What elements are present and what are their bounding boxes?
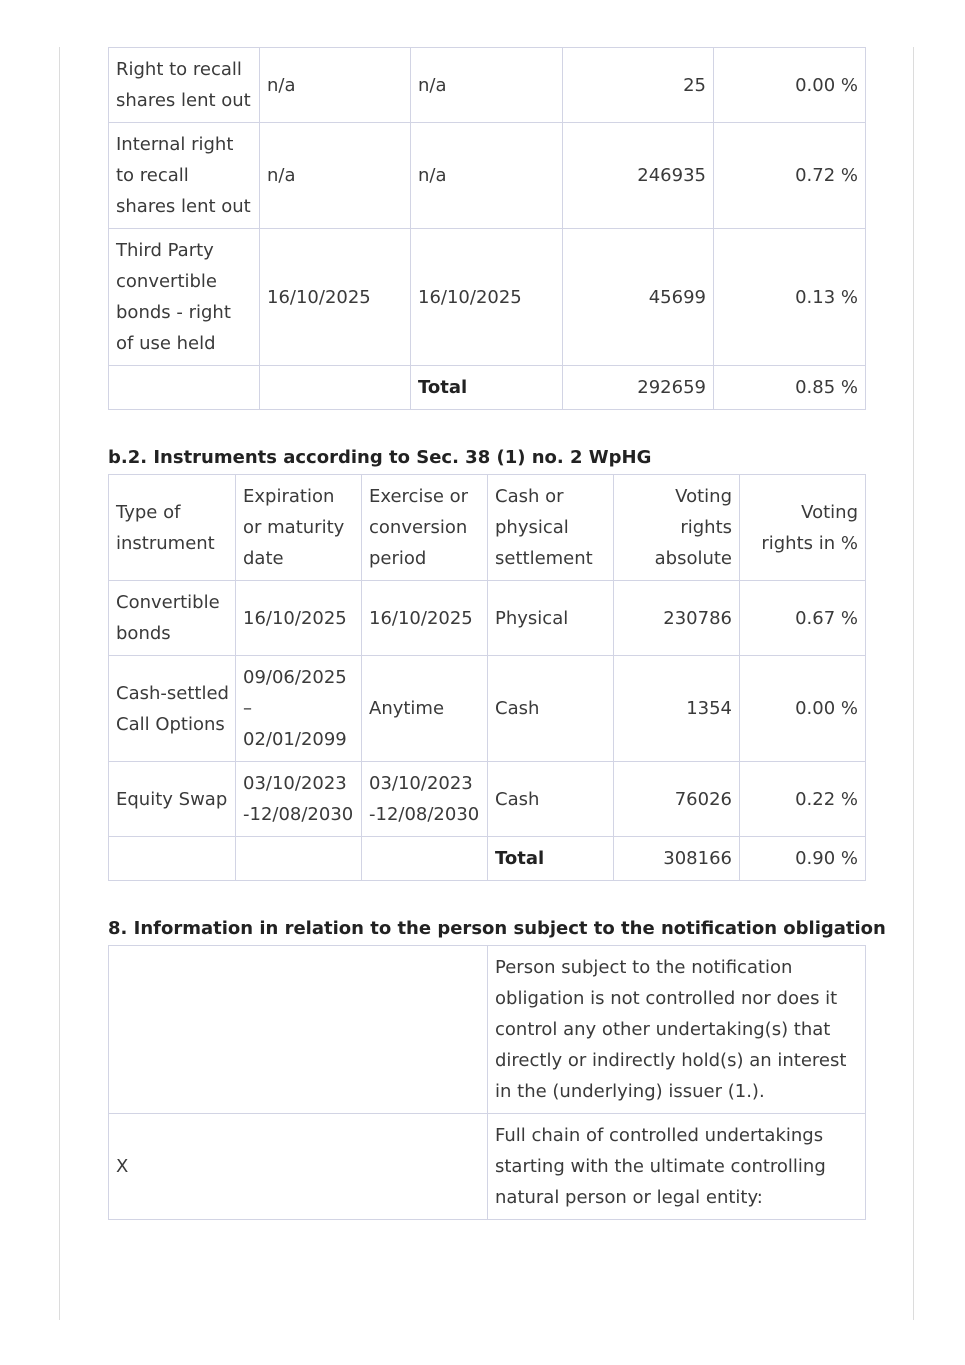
option-text: Full chain of controlled undertakings starting with the ultimate controlling natural person or legal entity: — [488, 1114, 866, 1220]
table-row — [109, 123, 866, 229]
table-row — [109, 581, 866, 656]
section-8-heading: 8. Information in relation to the person subject to the notification obligation — [108, 918, 886, 939]
header-row — [109, 475, 866, 581]
section-b2-heading: b.2. Instruments according to Sec. 38 (1) no. 2 WpHG — [108, 447, 652, 468]
total-percent: 0.90 % — [740, 837, 866, 881]
voting-rights-percent: 0.00 % — [740, 656, 866, 762]
instrument-type: Internal right to recall shares lent out — [109, 123, 260, 229]
selection-mark — [109, 946, 488, 1114]
instrument-type: Right to recall shares lent out — [109, 48, 260, 123]
exercise-period: n/a — [411, 48, 563, 123]
instrument-type: Third Party convertible bonds - right of use held — [109, 229, 260, 366]
empty-cell — [362, 837, 488, 881]
empty-cell — [109, 837, 236, 881]
total-row — [109, 837, 866, 881]
header-settlement: Cash or physical settlement — [488, 475, 614, 581]
header-absolute: Voting rights absolute — [614, 475, 740, 581]
instrument-type: Cash-settled Call Options — [109, 656, 236, 762]
voting-rights-percent: 0.72 % — [714, 123, 866, 229]
table-row — [109, 946, 866, 1114]
expiration-date: 03/10/2023 -12/08/2030 — [236, 762, 362, 837]
voting-rights-percent: 0.67 % — [740, 581, 866, 656]
total-absolute: 292659 — [563, 366, 714, 410]
table-row — [109, 1114, 866, 1220]
page-right-border — [913, 47, 914, 1320]
header-exercise: Exercise or conversion period — [362, 475, 488, 581]
option-text: Person subject to the notification obligation is not controlled nor does it control any other undertaking(s) that directly or indirectly hold(s) an interest in the (underlying) issuer (1.). — [488, 946, 866, 1114]
exercise-period: Anytime — [362, 656, 488, 762]
table-row — [109, 762, 866, 837]
instrument-type: Equity Swap — [109, 762, 236, 837]
header-percent: Voting rights in % — [740, 475, 866, 581]
voting-rights-percent: 0.00 % — [714, 48, 866, 123]
table-row — [109, 656, 866, 762]
settlement-type: Cash — [488, 762, 614, 837]
control-chain-table — [108, 945, 866, 1220]
selection-mark: X — [109, 1114, 488, 1220]
table-row — [109, 229, 866, 366]
exercise-period: 16/10/2025 — [362, 581, 488, 656]
settlement-type: Physical — [488, 581, 614, 656]
total-row — [109, 366, 866, 410]
voting-rights-absolute: 76026 — [614, 762, 740, 837]
voting-rights-absolute: 230786 — [614, 581, 740, 656]
empty-cell — [260, 366, 411, 410]
total-percent: 0.85 % — [714, 366, 866, 410]
exercise-period: 16/10/2025 — [411, 229, 563, 366]
total-absolute: 308166 — [614, 837, 740, 881]
voting-rights-percent: 0.13 % — [714, 229, 866, 366]
instrument-type: Convertible bonds — [109, 581, 236, 656]
exercise-period: 03/10/2023 -12/08/2030 — [362, 762, 488, 837]
exercise-period: n/a — [411, 123, 563, 229]
voting-rights-absolute: 1354 — [614, 656, 740, 762]
empty-cell — [236, 837, 362, 881]
expiration-date: n/a — [260, 48, 411, 123]
instruments-b2-table — [108, 474, 866, 881]
expiration-date: 09/06/2025 – 02/01/2099 — [236, 656, 362, 762]
table-row — [109, 48, 866, 123]
expiration-date: n/a — [260, 123, 411, 229]
voting-rights-absolute: 25 — [563, 48, 714, 123]
settlement-type: Cash — [488, 656, 614, 762]
total-label: Total — [411, 366, 563, 410]
empty-cell — [109, 366, 260, 410]
header-expiration: Expiration or maturity date — [236, 475, 362, 581]
page-left-border — [59, 47, 60, 1320]
total-label: Total — [488, 837, 614, 881]
header-type: Type of instrument — [109, 475, 236, 581]
voting-rights-percent: 0.22 % — [740, 762, 866, 837]
instruments-b1-table — [108, 47, 866, 410]
expiration-date: 16/10/2025 — [236, 581, 362, 656]
expiration-date: 16/10/2025 — [260, 229, 411, 366]
voting-rights-absolute: 45699 — [563, 229, 714, 366]
voting-rights-absolute: 246935 — [563, 123, 714, 229]
